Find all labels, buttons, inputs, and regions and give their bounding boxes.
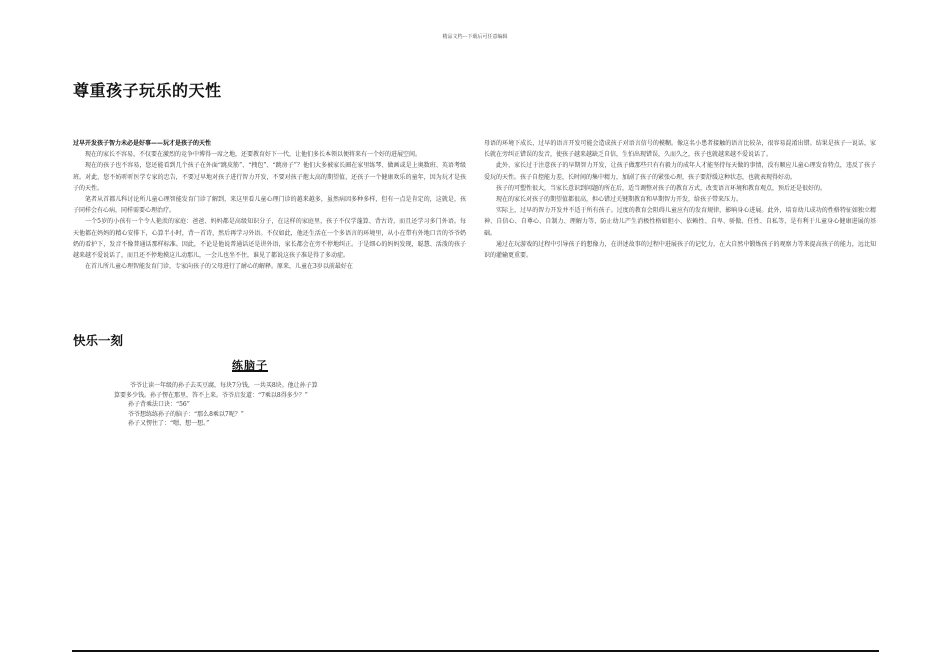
bottom-divider [72, 650, 879, 652]
paragraph: 现在的孩子也不容易，您还能看到几个孩子在外面“跳皮筋”、“拽包”、“跳房子”？他们大多被家长圈在家里练琴、做画或是上奥数班、英语考级班。对此，您不妨听听医学专家的忠告，不要过早地对孩子进行智力开发，不要对孩子抱太高的期望值，还孩子一个健康欢乐的童年，因为玩才是孩子的天性。 [73, 162, 466, 192]
article-subtitle: 过早开发孩子智力未必是好事——玩才是孩子的天性 [73, 140, 212, 147]
story-line: 爷爷让读一年级的孙子去买豆腐，每块7分钱，一共买8块。他让孙子算 [130, 382, 318, 389]
paragraph: 现在的家长对孩子的期望值都很高，担心错过关键期教育和早期智力开发，给孩子带来压力。 [496, 196, 743, 204]
story-line: 算要多少钱。孙子愣在那里，答不上来。爷爷启发道：“7乘以8得多少？” [114, 391, 308, 399]
story-line: 孙子背乘法口诀：“56” [128, 401, 190, 409]
paragraph: 在首儿所儿童心理智能发育门诊，专家向孩子的父母进行了耐心的解释。原来，儿童在3岁以前最好在 [85, 263, 353, 271]
paragraph: 孩子的可塑性很大，当家长意识到问题的所在后，适当调整对孩子的教育方式，改变语言环境和教育观点，预后还是很好的。 [496, 184, 827, 192]
paragraph: 母语的环境下成长，过早的语言开发可能会造成孩子对语言信号的模糊。像这名小患者接触的语言比较杂，很容易混淆出错。结果是孩子一说话，家长就在旁纠正错误的发音，使孩子越来越缺乏自信，生怕出现错误，久而久之，孩子也就越来越不爱说话了。 [484, 140, 876, 159]
paragraph: 一个5岁的小孩有一个令人艳羡的家庭：爸爸、妈妈都是高级知识分子，在这样的家庭里，孩子不仅学蓬算、背古诗，而且还学习多门外语。每天他都在妈妈的精心安排下，心算半小时，背一首诗，然后再学习外语。不仅如此，他还生活在一个多语言的环境里，从小在带有外地口音的爷爷奶奶的看护下，发音不像普通话那样标准。因此，不论是他说普通话还是讲外语，家长都会在旁不停地纠正。于是细心的妈妈发现，聪慧、活泼的孩子越来越不爱说话了，而且还不停地摸这儿动那儿，一会儿也坐不住，谁见了都说这孩子准是得了多动症。 [73, 218, 466, 260]
header-note: 精品文档---下载后可任意编辑 [442, 34, 508, 40]
paragraph: 笔者从首都儿科讨论所儿童心理智能发育门诊了解到，来这里看儿童心理门诊的越来越多，虽然病因多种多样，但有一点是肯定的，这就是，孩子同样会有心病，同样需要心理治疗。 [73, 196, 466, 215]
story-title: 练脑子 [232, 359, 268, 372]
paragraph: 通过在玩游戏的过程中引导孩子的想像力，在讲述故事的过程中进展孩子的记忆力，在大自然中锻炼孩子的观察力等来提高孩子的能力，远比知识的灌输更重要。 [484, 240, 876, 260]
paragraph: 现在的家长不容易，不仅要在激烈的竞争中博得一席之地，还要教育好下一代，让他们多长本领以便将来有一个好的进展空间。 [85, 151, 422, 159]
page-title: 尊重孩子玩乐的天性 [73, 81, 222, 100]
story-text [114, 381, 384, 429]
left-column [73, 138, 466, 272]
right-column [484, 138, 876, 261]
paragraph: 此外，家长过于注意孩子的早期智力开发，让孩子做那些只有有毅力的成年人才能坚持每天做的事情，没有顺应儿童心理发育特点，违反了孩子爱玩的天性。孩子自控能力差，长时间的集中精力，加剧了孩子的紧张心理，孩子要舒缓这种状态，也就表现得好动。 [484, 162, 876, 181]
story-line: 孙子又愣住了：“嗯，想一想。” [128, 420, 210, 428]
paragraph: 实际上，过早的智力开发并不适于所有孩子。过度的教育会阻碍儿童应有的发育规律，影响身心进展。此外，培育幼儿成功的性格特征如独立精神、自信心、自尊心、自制力、理解力等，防止幼儿产生消极性格如胆小、依赖性、自卑、骄傲、任性、自私等，是有利于儿童身心健康进展的基础。 [484, 207, 876, 237]
story-line: 爷爷想练练孙子的脑子：“那么8乘以7呢？” [128, 410, 244, 418]
section-title: 快乐一刻 [73, 333, 124, 348]
